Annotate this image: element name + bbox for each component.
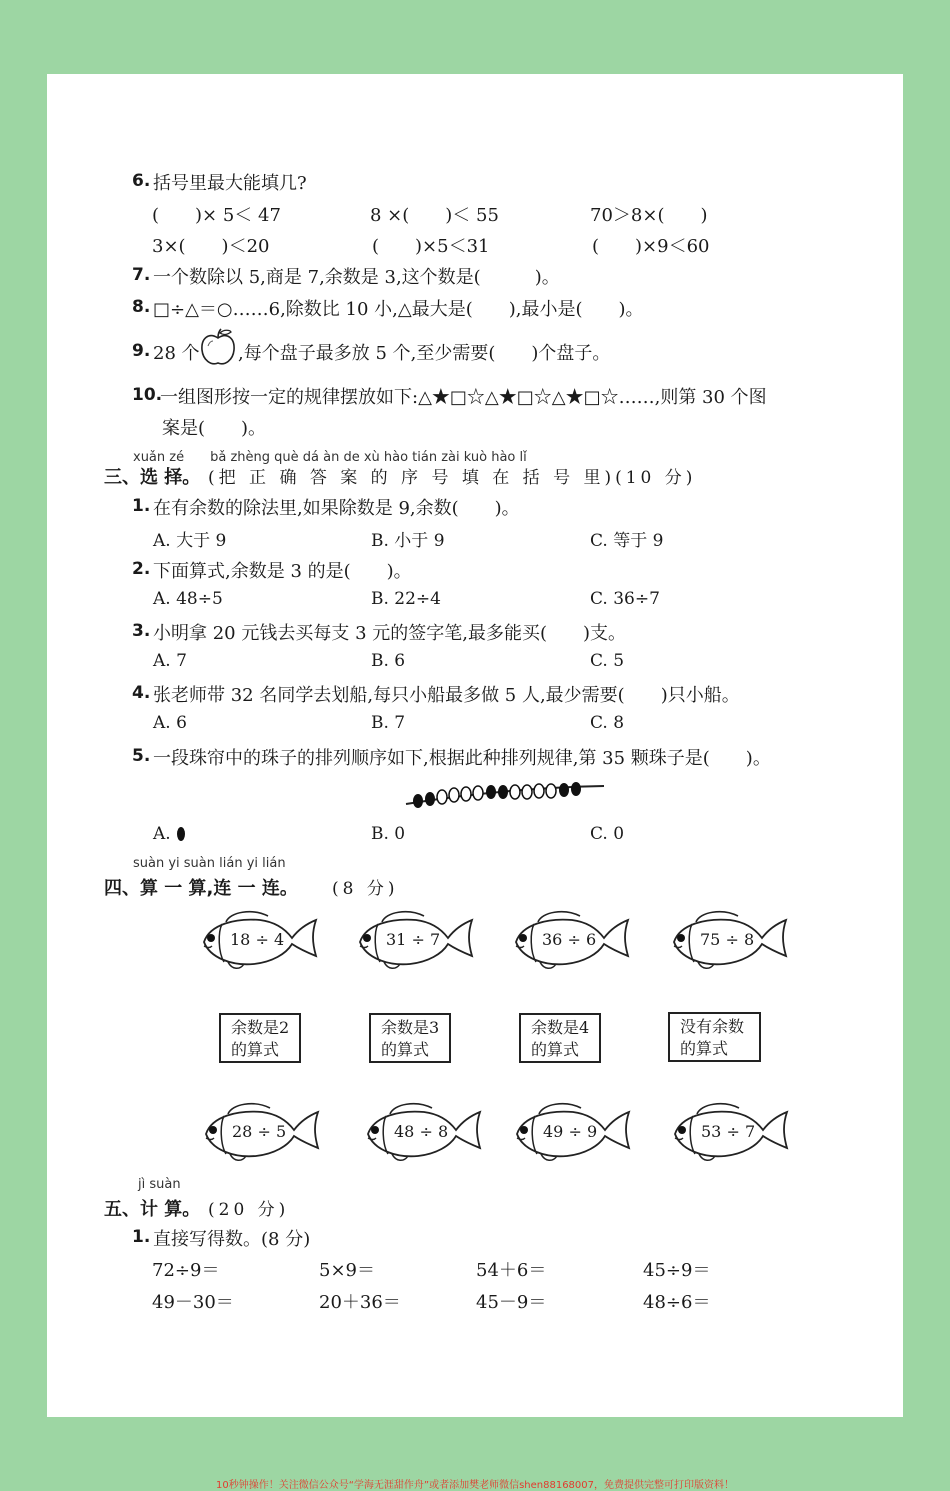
sec5-pinyin: jì suàn bbox=[138, 1177, 181, 1192]
option-a: A. bbox=[153, 824, 171, 844]
q10-text-line2: 案是( )。 bbox=[162, 418, 267, 439]
box-line-2: 的算式 bbox=[381, 1040, 430, 1059]
option-c: C. 8 bbox=[590, 713, 625, 733]
q8-text: □÷△＝○……6,除数比 10 小,△最大是( ),最小是( )。 bbox=[153, 299, 644, 320]
sec5-score: (20 分) bbox=[208, 1200, 290, 1220]
calc-item: 72÷9＝ bbox=[152, 1260, 220, 1281]
option-a: A. 48÷5 bbox=[153, 589, 223, 609]
sec3-pinyin: xuǎn zé bǎ zhèng què dá àn de xù hào tián zài kuò hào lǐ bbox=[133, 450, 527, 465]
remainder-box bbox=[369, 1013, 451, 1063]
box-line-1: 余数是4 bbox=[531, 1018, 590, 1037]
fish-expression: 48 ÷ 8 bbox=[394, 1122, 449, 1141]
fish-card bbox=[667, 1100, 791, 1164]
fish-card bbox=[360, 1100, 484, 1164]
sec3-instructions: (把 正 确 答 案 的 序 号 填 在 括 号 里)(10 分) bbox=[208, 468, 697, 488]
calc-q-number: 1. bbox=[132, 1227, 151, 1247]
option-a: A. 大于 9 bbox=[153, 531, 227, 551]
option-b: B. 0 bbox=[371, 824, 406, 844]
option-b: B. 6 bbox=[371, 651, 406, 671]
fish-card bbox=[508, 908, 632, 972]
calc-item: 45－9＝ bbox=[476, 1292, 547, 1313]
q9-text-b: ,每个盘子最多放 5 个,至少需要( )个盘子。 bbox=[238, 343, 611, 364]
box-line-2: 的算式 bbox=[531, 1040, 580, 1059]
q8-number: 8. bbox=[132, 297, 151, 317]
fish-expression: 53 ÷ 7 bbox=[701, 1122, 756, 1141]
choice-q-number: 2. bbox=[132, 559, 151, 579]
box-line-2: 的算式 bbox=[231, 1040, 280, 1059]
q6-item: ( )×5＜31 bbox=[372, 236, 490, 257]
promo-footer: 10秒钟操作！关注微信公众号“学海无涯甜作舟”或者添加樊老师微信shen88168007，免费提供完整可打印版资料！ bbox=[215, 1480, 735, 1491]
q6-item: 70＞8×( ) bbox=[590, 205, 708, 226]
apple-icon bbox=[199, 328, 237, 372]
q7-number: 7. bbox=[132, 265, 151, 285]
option-a: A. 7 bbox=[153, 651, 187, 671]
choice-q-text: 一段珠帘中的珠子的排列顺序如下,根据此种排列规律,第 35 颗珠子是( )。 bbox=[153, 748, 771, 769]
choice-q-text: 下面算式,余数是 3 的是( )。 bbox=[153, 561, 412, 582]
option-b: B. 小于 9 bbox=[371, 531, 445, 551]
choice-q-number: 4. bbox=[132, 683, 151, 703]
choice-q-text: 张老师带 32 名同学去划船,每只小船最多做 5 人,最少需要( )只小船。 bbox=[153, 685, 740, 706]
remainder-box bbox=[519, 1013, 601, 1063]
calc-q-text: 直接写得数。(8 分) bbox=[153, 1229, 311, 1250]
fish-card bbox=[196, 908, 320, 972]
sec4-pinyin: suàn yi suàn lián yi lián bbox=[133, 856, 286, 871]
calc-item: 48÷6＝ bbox=[643, 1292, 711, 1313]
q6-item: ( )×9＜60 bbox=[592, 236, 710, 257]
option-b: B. 22÷4 bbox=[371, 589, 441, 609]
fish-expression: 28 ÷ 5 bbox=[232, 1122, 287, 1141]
sec3-title: 三、选 择。 bbox=[104, 467, 201, 488]
option-c: C. 5 bbox=[590, 651, 625, 671]
q6-item: 3×( )＜20 bbox=[152, 236, 270, 257]
calc-item: 45÷9＝ bbox=[643, 1260, 711, 1281]
q6-text: 括号里最大能填几? bbox=[153, 173, 307, 194]
q10-text: 一组图形按一定的规律摆放如下:△★□☆△★□☆△★□☆……,则第 30 个图 bbox=[160, 387, 767, 408]
box-line-1: 余数是3 bbox=[381, 1018, 440, 1037]
choice-q-number: 5. bbox=[132, 746, 151, 766]
option-c: C. 0 bbox=[590, 824, 625, 844]
bead-string-image bbox=[404, 778, 606, 814]
fish-card bbox=[352, 908, 476, 972]
fish-expression: 49 ÷ 9 bbox=[543, 1122, 598, 1141]
fish-expression: 31 ÷ 7 bbox=[386, 930, 441, 949]
box-line-1: 余数是2 bbox=[231, 1018, 290, 1037]
calc-item: 54＋6＝ bbox=[476, 1260, 547, 1281]
calc-item: 5×9＝ bbox=[319, 1260, 375, 1281]
choice-q-number: 3. bbox=[132, 621, 151, 641]
q7-text: 一个数除以 5,商是 7,余数是 3,这个数是( )。 bbox=[153, 267, 560, 288]
choice-q-text: 在有余数的除法里,如果除数是 9,余数( )。 bbox=[153, 498, 520, 519]
fish-expression: 18 ÷ 4 bbox=[230, 930, 285, 949]
option-c: C. 等于 9 bbox=[590, 531, 664, 551]
calc-item: 49－30＝ bbox=[152, 1292, 234, 1313]
fish-card bbox=[198, 1100, 322, 1164]
sec4-score: (8 分) bbox=[332, 879, 399, 899]
choice-q-number: 1. bbox=[132, 496, 151, 516]
remainder-box bbox=[219, 1013, 301, 1063]
fish-expression: 75 ÷ 8 bbox=[700, 930, 755, 949]
option-c: C. 36÷7 bbox=[590, 589, 660, 609]
sec4-title: 四、算 一 算,连 一 连。 bbox=[104, 878, 298, 899]
remainder-box bbox=[668, 1012, 761, 1062]
q6-item: ( )× 5＜ 47 bbox=[152, 205, 281, 226]
q9-number: 9. bbox=[132, 341, 151, 361]
box-line-2: 的算式 bbox=[680, 1039, 729, 1058]
q10-number: 10. bbox=[132, 385, 163, 405]
q9-text-a: 28 个 bbox=[153, 343, 200, 364]
black-bead-icon bbox=[176, 826, 186, 846]
option-a: A. 6 bbox=[153, 713, 187, 733]
box-line-1: 没有余数 bbox=[680, 1017, 745, 1036]
fish-expression: 36 ÷ 6 bbox=[542, 930, 597, 949]
sec5-title: 五、计 算。 bbox=[104, 1199, 201, 1220]
q6-number: 6. bbox=[132, 171, 151, 191]
fish-card bbox=[666, 908, 790, 972]
fish-card bbox=[509, 1100, 633, 1164]
choice-q-text: 小明拿 20 元钱去买每支 3 元的签字笔,最多能买( )支。 bbox=[153, 623, 627, 644]
option-b: B. 7 bbox=[371, 713, 406, 733]
calc-item: 20＋36＝ bbox=[319, 1292, 401, 1313]
q6-item: 8 ×( )＜ 55 bbox=[370, 205, 499, 226]
